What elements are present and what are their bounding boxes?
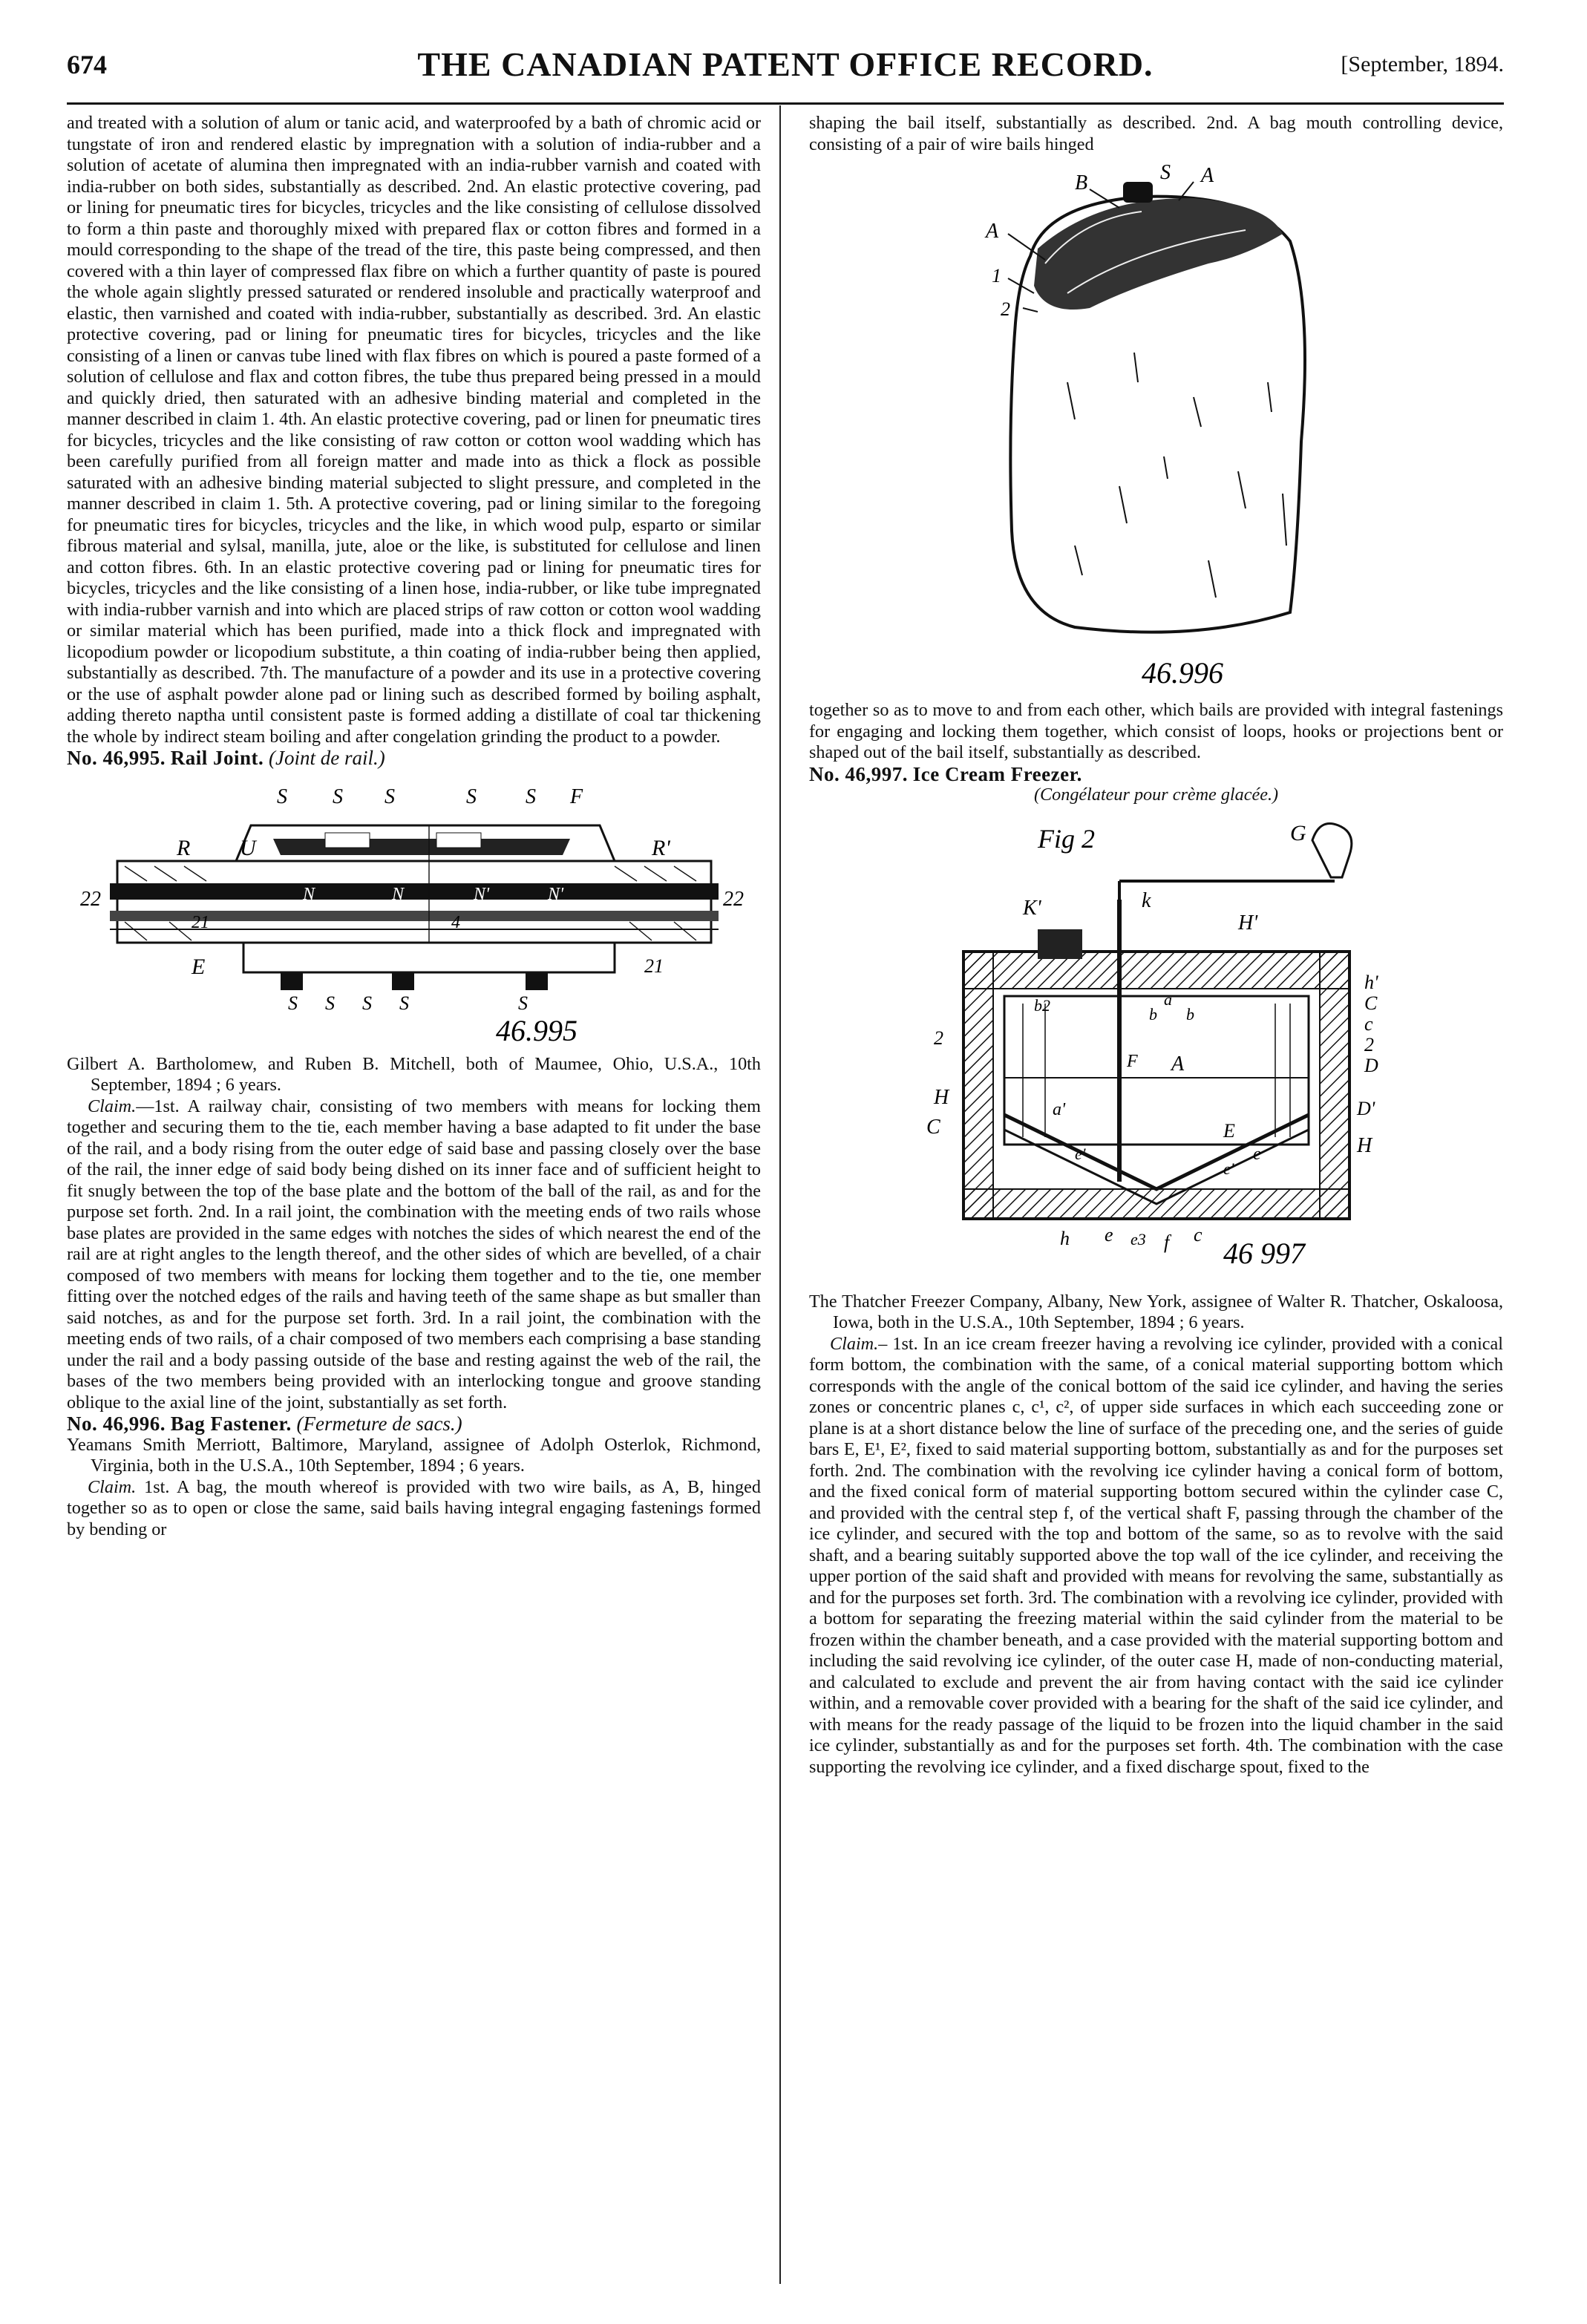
claim-label: Claim. bbox=[830, 1333, 879, 1354]
rail-label-s2: S bbox=[332, 785, 343, 808]
freezer-label-h2: h' bbox=[1364, 971, 1378, 993]
rail-label-n2: N bbox=[391, 884, 404, 904]
freezer-fig-title: Fig 2 bbox=[1037, 823, 1095, 854]
freezer-drawing bbox=[874, 811, 1439, 1286]
rail-label-r2: R' bbox=[651, 835, 670, 860]
right-column bbox=[809, 113, 1503, 1778]
bag-label-1: 1 bbox=[991, 265, 1001, 287]
freezer-label-2: 2 bbox=[1364, 1033, 1374, 1055]
bag-label-b: B bbox=[1074, 171, 1087, 194]
claim-text: —1st. A railway chair, consisting of two members with means for locking them together and securing them to the tie, each member having a base adapted to fit under the base of the rail, and a body rising from the outer edge of said base and passing closely over the base of the rail, the inner edge of said body being dished on its inner face and of sufficient height to fit snugly between the top of the base plate and the bottom of the ball of the rail, as and for the purpose set forth. 2nd. In a rail joint, the combination with the meeting ends of two rails whose base plates are provided in the same edges with notches the sides of which nearest the end of the rail are at right angles to the length thereof, and the other sides of which are bevelled, of a chair composed of two members with means for locking them together and to the tie, one member fitting over the notched edges of the rails and having teeth of the same shape as but smaller than said notches, as and for the purpose set forth. 3rd. In a rail joint, the combination with the meeting ends of two rails, of a chair composed of two members each comprising a base standing under the rail and a body passing outside of the base and resting against the web of the rail, the bases of the two members being provided with an interlocking tongue and groove standing oblique to the axial line of the joint, substantially as set forth. bbox=[67, 1096, 761, 1413]
bag-figure bbox=[809, 160, 1503, 694]
rail-joint-claims bbox=[67, 1096, 761, 1414]
patent-title: Ice Cream Freezer. bbox=[912, 762, 1082, 785]
ice-cream-freezer-figure bbox=[809, 811, 1503, 1286]
rail-label-s1: S bbox=[276, 785, 287, 808]
freezer-label-b: b bbox=[1148, 1004, 1157, 1024]
rail-joint-figure bbox=[67, 773, 761, 1048]
bag-label-a: A bbox=[1200, 164, 1214, 187]
patent-record-page bbox=[67, 45, 1504, 2286]
freezer-label-g: G bbox=[1289, 820, 1306, 845]
bag-label-s: S bbox=[1159, 161, 1171, 184]
rail-figure-caption: 46.995 bbox=[495, 1013, 577, 1047]
rail-joint-drawing bbox=[80, 773, 748, 1048]
column-divider bbox=[779, 105, 781, 2284]
freezer-figure-caption: 46 997 bbox=[1223, 1236, 1305, 1270]
freezer-label-bb: b bbox=[1185, 1004, 1194, 1024]
freezer-label-k1: K' bbox=[1022, 896, 1041, 920]
freezer-label-e4: e3 bbox=[1130, 1229, 1146, 1248]
freezer-label-f1: F bbox=[1126, 1051, 1138, 1071]
rail-label-s3: S bbox=[384, 785, 395, 808]
claim-text: – 1st. In an ice cream freezer having a revolving ice cylinder, provided with a conical form bottom, the combination with the same, of a conical material supporting bottom which corresponds with the angle of the conical bottom of the said ice cylinder, and having the series zones or concentric planes c, c¹, c², of upper side surfaces in which each succeeding zone or plane is at a short distance below the line of surface of the preceding one, and the series of guide bars E, E¹, E², fixed to said material supporting bottom, substantially as and for the purposes set forth. 2nd. The combination with the revolving ice cylinder having a conical form of bottom, and the fixed conical form of material supporting bottom secured within the cylinder case C, and provided with the central step f, of the vertical shaft F, passing through the chamber of the ice cylinder, and secured with the top and bottom of the same, so as to revolve with the said shaft, and a bearing suitably supported above the top wall of the ice cylinder, and receiving the upper portion of the said shaft and provided with means for revolving the same, substantially as and for the purposes set forth. 3rd. The combination with a revolving ice cylinder, provided with a bottom for separating the freezing material within the said cylinder from the material to be frozen within the chamber beneath, and a case provided with the material supporting bottom and including the said revolving ice cylinder, of the outer case H, made of non-conducting material, and calculated to exclude and prevent the air from having contact with the said ice cylinder within, and a removable cover provided with a bearing for the shaft of the said ice cylinder, and with means for the ready passage of the liquid to be frozen into the liquid chamber in the said ice cylinder, substantially as and for the purposes set forth. 4th. The combination with the case supporting the revolving ice cylinder, and a fixed discharge spout, fixed to the bbox=[809, 1333, 1503, 1777]
patent-french-title: (Congélateur pour crème glacée.) bbox=[1033, 785, 1279, 805]
rail-label-u: U bbox=[239, 835, 256, 860]
continued-bag-claims: shaping the bail itself, substantially as described. 2nd. A bag mouth controlling device, consisting of a pair of wire bails hinged bbox=[809, 113, 1503, 154]
header-rule bbox=[67, 102, 1504, 105]
rail-label-21-right: 21 bbox=[644, 955, 664, 977]
page-date: [September, 1894. bbox=[1341, 52, 1504, 76]
rail-label-n3: N' bbox=[473, 884, 489, 904]
page-number: 674 bbox=[67, 50, 107, 79]
rail-label-b5: S bbox=[287, 992, 298, 1014]
patent-french-title: (Joint de rail.) bbox=[269, 747, 385, 769]
freezer-label-hh: H bbox=[1356, 1133, 1372, 1157]
bag-drawing bbox=[897, 160, 1416, 694]
rail-label-e: E bbox=[191, 954, 205, 979]
rail-label-b6: S bbox=[324, 992, 335, 1014]
rail-joint-inventors: Gilbert A. Bartholomew, and Ruben B. Mitchell, both of Maumee, Ohio, U.S.A., 10th September, 1894 ; 6 years. bbox=[67, 1053, 761, 1095]
rail-label-21-left: 21 bbox=[191, 912, 209, 932]
patent-number: No. 46,997. bbox=[809, 762, 908, 785]
freezer-label-a2: A bbox=[1171, 1052, 1184, 1076]
bag-figure-caption: 46.996 bbox=[1141, 656, 1223, 690]
patent-heading-46996 bbox=[67, 1413, 761, 1435]
bag-continued-text: together so as to move to and from each other, which bails are provided with integral fastenings for engaging and locking them together, which consist of loops, hooks or projections bent or shaped out of the bail itself, substantially as described. bbox=[809, 700, 1503, 762]
freezer-label-e5: e' bbox=[1074, 1144, 1085, 1163]
freezer-label-e2: e bbox=[1252, 1144, 1261, 1164]
rail-label-b8: S bbox=[399, 992, 409, 1014]
freezer-label-b2: b2 bbox=[1033, 995, 1050, 1015]
patent-heading-46997 bbox=[809, 764, 1503, 785]
freezer-label-h: H bbox=[933, 1085, 949, 1109]
patent-french-title: (Fermeture de sacs.) bbox=[296, 1413, 462, 1435]
rail-label-f2: F bbox=[569, 785, 583, 808]
ice-cream-claims bbox=[809, 1334, 1503, 1778]
patent-title: Bag Fastener. bbox=[170, 1413, 292, 1435]
patent-heading-46995 bbox=[67, 747, 761, 769]
rail-label-s4: S bbox=[465, 785, 477, 808]
bag-label-a2: A bbox=[985, 220, 998, 243]
freezer-label-a1: a' bbox=[1052, 1099, 1065, 1119]
freezer-label-e3: e bbox=[1104, 1223, 1113, 1246]
rail-label-s5: S bbox=[525, 785, 536, 808]
freezer-label-e6: e' bbox=[1223, 1159, 1234, 1178]
freezer-label-c: C bbox=[1364, 992, 1377, 1014]
rail-label-n1: N bbox=[302, 884, 315, 904]
patent-title: Rail Joint. bbox=[170, 747, 264, 769]
patent-number: No. 46,996. bbox=[67, 1413, 166, 1435]
freezer-label-d1: D' bbox=[1356, 1097, 1375, 1119]
freezer-label-h1: H' bbox=[1237, 911, 1257, 934]
page-title: THE CANADIAN PATENT OFFICE RECORD. bbox=[417, 45, 1154, 83]
rail-label-4: 4 bbox=[451, 912, 460, 932]
rail-label-22-right: 22 bbox=[722, 887, 744, 911]
claim-label: Claim. bbox=[88, 1476, 137, 1497]
rail-label-b9: S bbox=[517, 992, 528, 1014]
left-column bbox=[67, 113, 761, 1540]
rail-label-r: R bbox=[176, 835, 190, 860]
freezer-label-e1: E bbox=[1223, 1119, 1235, 1142]
page-header bbox=[67, 45, 1504, 96]
rail-label-22-left: 22 bbox=[79, 887, 101, 911]
bag-fastener-inventors: Yeamans Smith Merriott, Baltimore, Maryland, assignee of Adolph Osterlok, Richmond, Virginia, both in the U.S.A., 10th September, 1894 ; 6 years. bbox=[67, 1434, 761, 1476]
freezer-label-c4: c bbox=[1193, 1223, 1202, 1246]
claim-text: 1st. A bag, the mouth whereof is provided with two wire bails, as A, B, hinged together so as to open or close the same, said bails having integral engaging fastenings formed by bending or bbox=[67, 1476, 761, 1539]
rail-label-b7: S bbox=[361, 992, 372, 1014]
freezer-label-z: 2 bbox=[933, 1027, 943, 1049]
freezer-label-c2: c bbox=[1364, 1012, 1373, 1035]
freezer-label-a: a bbox=[1163, 989, 1172, 1009]
bag-fastener-claims bbox=[67, 1477, 761, 1541]
patent-number: No. 46,995. bbox=[67, 747, 166, 769]
ice-cream-inventors: The Thatcher Freezer Company, Albany, New York, assignee of Walter R. Thatcher, Oskaloosa, Iowa, both in the U.S.A., 10th September, 1894 ; 6 years. bbox=[809, 1291, 1503, 1332]
claim-label: Claim. bbox=[88, 1096, 137, 1116]
freezer-label-h3: h bbox=[1059, 1227, 1070, 1249]
rail-label-n4: N' bbox=[547, 884, 563, 904]
continued-claims-text: and treated with a solution of alum or tanic acid, and waterproofed by a bath of chromic acid or tungstate of iron and rendered elastic by impregnation with a solution of india-rubber and a solution of acetate of alumina then impregnated with an india-rubber varnish and coated with india-rubber on both sides, substantially as described. 2nd. An elastic protective covering, pad or lining for pneumatic tires for bicycles, tricycles and the like consisting of cellulose dissolved to form a thin paste and thoroughly mixed with prepared flax or cotton fibres and formed in a mould corresponding to the shape of the tread of the tire, this paste being compressed, and then covered with a thin layer of compressed flax fibre on which a further quantity of paste is poured the whole again slightly pressed saturated or rendered insoluble and practically waterproof and elastic, then varnished and coated with india-rubber, substantially as described. 3rd. An elastic protective covering, pad or lining for pneumatic tires for bicycles, tricycles and the like consisting of a linen or canvas tube lined with flax fibres on which is poured a paste formed of a solution of cellulose and flax and cotton fibres, the tube thus prepared being pressed in a mould and quickly dried, then saturated with an adhesive binding material and completed in the manner described in claim 1. 4th. An elastic protective covering, pad or linen for pneumatic tires for bicycles, tricycles and the like consisting of raw cotton or cotton wool wadding which has been carefully purified from all foreign matter and made into as thick a flock as possible saturated with an adhesive binding material subjected to slight pressure, and completed in the manner described in claim 1. 5th. A protective covering, pad or lining similar to the foregoing for pneumatic tires for bicycles, tricycles and the like, in which wood pulp, esparto or similar fibrous material and sylsal, manilla, jute, aloe or the like, is substituted for cellulose and linen and cotton fibres. 6th. In an elastic protective covering pad or lining for pneumatic tires for bicycles, tricycles and the like consisting of a linen hose, india-rubber, or like tube impregnated with india-rubber varnish and into which are placed strips of raw cotton or cotton wool wadding or similar material which has been purified, made into a thick flock and impregnated with licopodium powder or licopodium substitute, a thin coating of india-rubber being then applied, substantially as described. 7th. The manufacture of a powder and its use in a protective covering or the use of asphalt powder alone pad or lining such as described formed by boiling asphalt, adding thereto naptha until consistent paste is formed adding a distillate of coal tar thickening the whole by indirect steam boiling and after congelation grinding the product to a powder. bbox=[67, 113, 761, 747]
freezer-label-f: f bbox=[1163, 1231, 1169, 1253]
freezer-label-c3: C bbox=[926, 1115, 940, 1139]
freezer-label-k: k bbox=[1141, 888, 1151, 912]
bag-label-2: 2 bbox=[1000, 298, 1010, 320]
freezer-label-d: D bbox=[1364, 1054, 1378, 1076]
